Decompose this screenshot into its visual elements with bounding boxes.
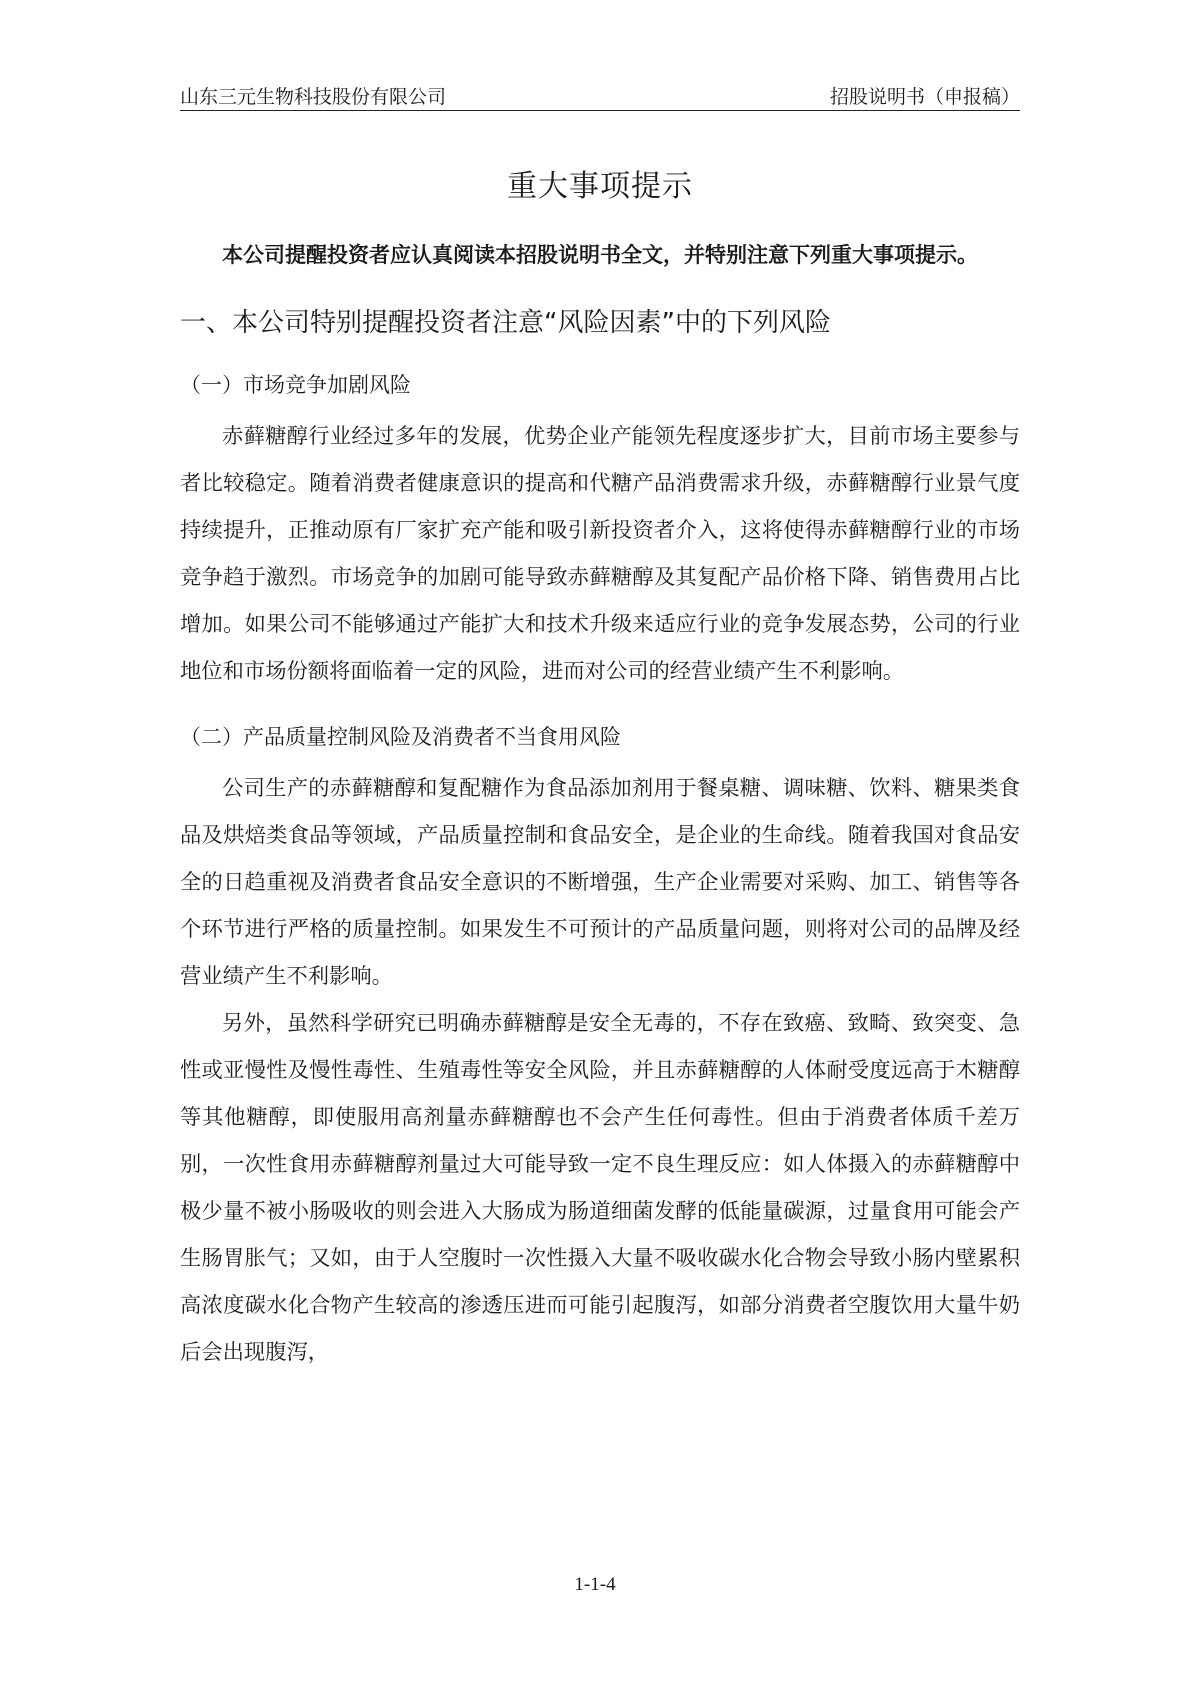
page-header [180,80,1020,110]
header-company-name: 山东三元生物科技股份有限公司 [180,86,447,108]
header-divider [180,110,1020,111]
header-document-type: 招股说明书（申报稿） [829,86,1020,108]
page-number: 1-1-4 [574,1574,616,1595]
paragraph-market-competition: 赤藓糖醇行业经过多年的发展，优势企业产能领先程度逐步扩大，目前市场主要参与者比较稳定。随着消费者健康意识的提高和代糖产品消费需求升级，赤藓糖醇行业景气度持续提升，正推动原有厂家扩充产能和吸引新投资者介入，这将使得赤藓糖醇行业的市场竞争趋于激烈。市场竞争的加剧可能导致赤藓糖醇及其复配产品价格下降、销售费用占比增加。如果公司不能够通过产能扩大和技术升级来适应行业的竞争发展态势，公司的行业地位和市场份额将面临着一定的风险，进而对公司的经营业绩产生不利影响。 [180,424,1020,684]
page-content [180,166,1020,1376]
section-heading-risks: 一、本公司特别提醒投资者注意“风险因素”中的下列风险 [180,308,831,338]
page-title: 重大事项提示 [507,169,693,204]
subsection-heading-quality-control: （二）产品质量控制风险及消费者不当食用风险 [180,725,621,749]
subsection-heading-market-competition: （一）市场竞争加剧风险 [180,373,411,397]
paragraph-improper-consumption: 另外，虽然科学研究已明确赤藓糖醇是安全无毒的，不存在致癌、致畸、致突变、急性或亚慢性及慢性毒性、生殖毒性等安全风险，并且赤藓糖醇的人体耐受度远高于木糖醇等其他糖醇，即使服用高剂量赤藓糖醇也不会产生任何毒性。但由于消费者体质千差万别，一次性食用赤藓糖醇剂量过大可能导致一定不良生理反应：如人体摄入的赤藓糖醇中极少量不被小肠吸收的则会进入大肠成为肠道细菌发酵的低能量碳源，过量食用可能会产生肠胃胀气；又如，由于人空腹时一次性摄入大量不吸收碳水化合物会导致小肠内壁累积高浓度碳水化合物产生较高的渗透压进而可能引起腹泻，如部分消费者空腹饮用大量牛奶后会出现腹泻， [180,1011,1020,1365]
investor-notice: 本公司提醒投资者应认真阅读本招股说明书全文，并特别注意下列重大事项提示。 [222,243,978,267]
paragraph-quality-control: 公司生产的赤藓糖醇和复配糖作为食品添加剂用于餐桌糖、调味糖、饮料、糖果类食品及烘焙类食品等领域，产品质量控制和食品安全，是企业的生命线。随着我国对食品安全的日趋重视及消费者食品安全意识的不断增强，生产企业需要对采购、加工、销售等各个环节进行严格的质量控制。如果发生不可预计的产品质量问题，则将对公司的品牌及经营业绩产生不利影响。 [180,776,1020,989]
